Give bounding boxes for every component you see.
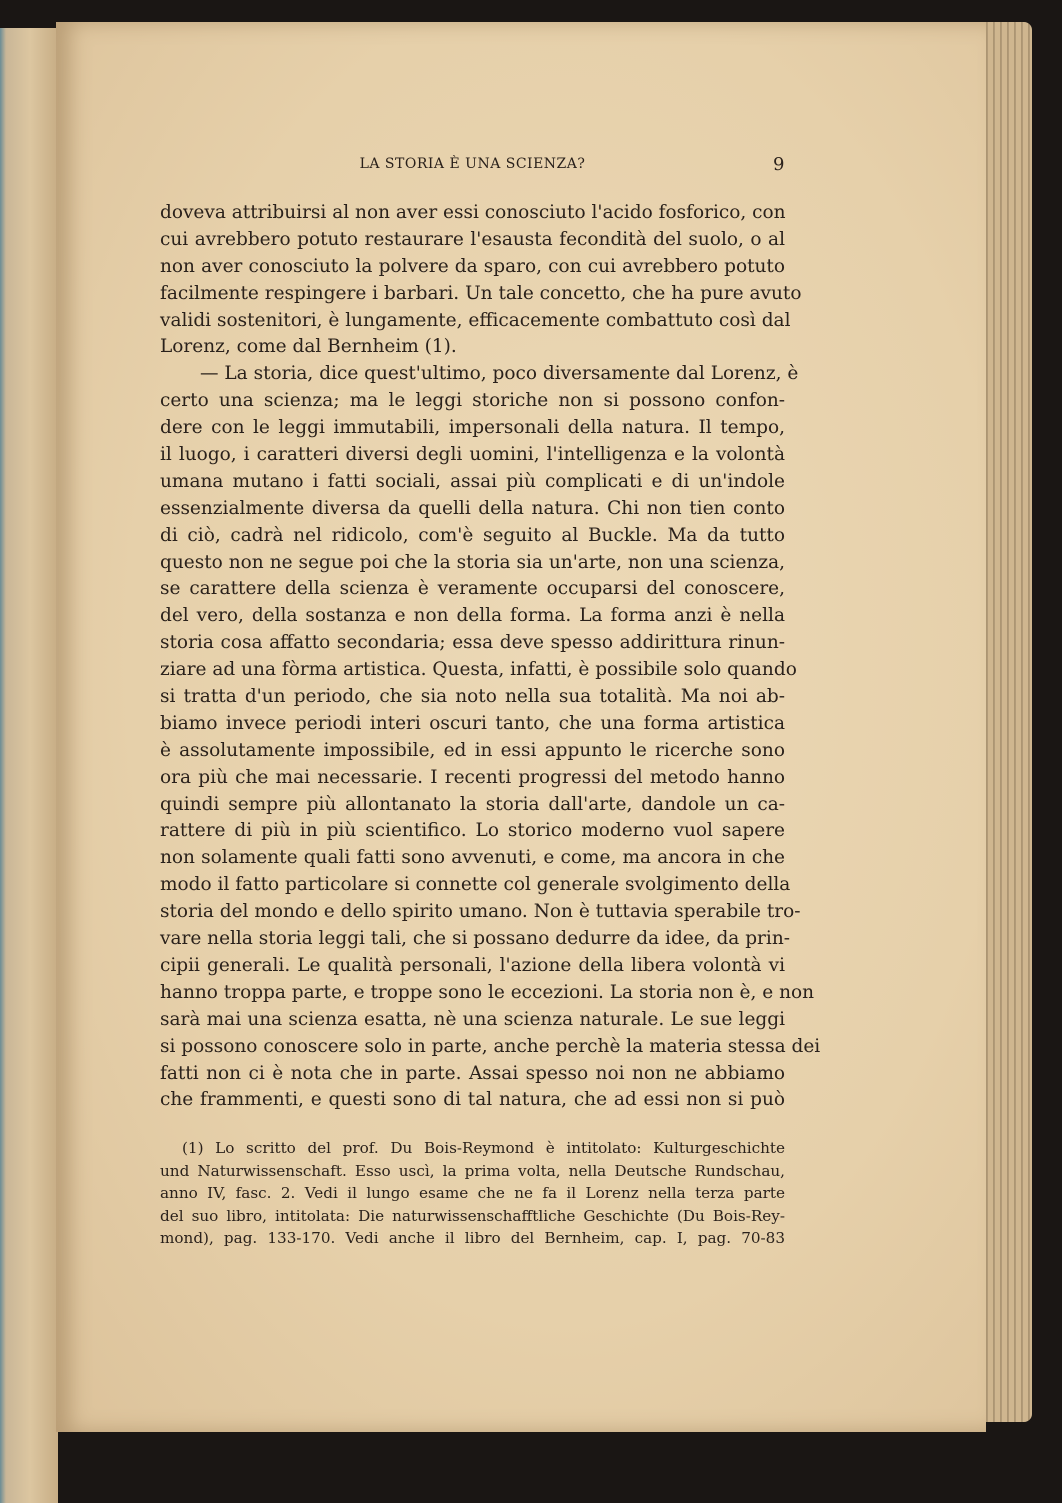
text-line: modo il fatto particolare si connette col generale svolgimento della	[160, 874, 791, 896]
text-line: ora più che mai necessarie. I recenti progressi del metodo hanno	[160, 766, 785, 788]
text-line: sarà mai una scienza esatta, nè una scienza naturale. Le sue leggi	[160, 1008, 785, 1030]
text-line: non aver conosciuto la polvere da sparo, con cui avrebbero potuto	[160, 255, 785, 277]
text-line: di ciò, cadrà nel ridicolo, com'è seguito al Buckle. Ma da tutto	[160, 524, 785, 546]
text-line: cipii generali. Le qualità personali, l'azione della libera volontà vi	[160, 954, 785, 976]
text-line: storia del mondo e dello spirito umano. Non è tuttavia sperabile tro-	[160, 901, 801, 923]
footnote-line: mond), pag. 133-170. Vedi anche il libro del Bernheim, cap. I, pag. 70-83	[160, 1229, 785, 1248]
text-line: Lorenz, come dal Bernheim (1).	[160, 336, 457, 358]
text-line: che frammenti, e questi sono di tal natura, che ad essi non si può	[160, 1089, 785, 1111]
text-line: ziare ad una fòrma artistica. Questa, infatti, è possibile solo quando	[160, 659, 797, 681]
text-line: quindi sempre più allontanato la storia dall'arte, dandole un ca-	[160, 793, 785, 815]
text-line: facilmente respingere i barbari. Un tale concetto, che ha pure avuto	[160, 282, 802, 304]
text-line: doveva attribuirsi al non aver essi conosciuto l'acido fosforico, con	[160, 202, 786, 223]
text-line: umana mutano i fatti sociali, assai più complicati e di un'indole	[160, 470, 785, 492]
text-line: del vero, della sostanza e non della forma. La forma anzi è nella	[160, 605, 785, 627]
text-line: biamo invece periodi interi oscuri tanto, che una forma artistica	[160, 712, 785, 734]
running-header	[160, 156, 785, 178]
footnote-line: und Naturwissenschaft. Esso uscì, la prima volta, nella Deutsche Rundschau,	[160, 1161, 785, 1180]
text-line: non solamente quali fatti sono avvenuti, e come, ma ancora in che	[160, 847, 785, 869]
text-line: validi sostenitori, è lungamente, efficacemente combattuto così dal	[160, 309, 791, 331]
text-line: il luogo, i caratteri diversi degli uomini, l'intelligenza e la volontà	[160, 444, 785, 466]
running-title: LA STORIA È UNA SCIENZA?	[359, 156, 586, 172]
text-line: si tratta d'un periodo, che sia noto nella sua totalità. Ma noi ab-	[160, 686, 785, 708]
text-line: questo non ne segue poi che la storia sia un'arte, non una scienza,	[160, 551, 785, 573]
text-line: si possono conoscere solo in parte, anche perchè la materia stessa dei	[160, 1035, 821, 1057]
body-text	[160, 200, 821, 1114]
text-line: se carattere della scienza è veramente occuparsi del conoscere,	[160, 578, 785, 600]
text-line: dere con le leggi immutabili, impersonali della natura. Il tempo,	[160, 417, 785, 439]
footnote-line: del suo libro, intitolata: Die naturwissenschafftliche Geschichte (Du Bois-Rey-	[160, 1206, 785, 1225]
text-line: essenzialmente diversa da quelli della natura. Chi non tien conto	[160, 497, 785, 519]
footnote-line: anno IV, fasc. 2. Vedi il lungo esame che ne fa il Lorenz nella terza parte	[160, 1184, 785, 1203]
footnote	[160, 1137, 785, 1250]
text-line: — La storia, dice quest'ultimo, poco diversamente dal Lorenz, è	[200, 363, 799, 385]
footnote-line: (1) Lo scritto del prof. Du Bois-Reymond è intitolato: Kulturgeschichte	[182, 1139, 785, 1157]
text-line: cui avrebbero potuto restaurare l'esausta fecondità del suolo, o al	[160, 228, 785, 250]
text-line: fatti non ci è nota che in parte. Assai spesso noi non ne abbiamo	[160, 1062, 785, 1084]
text-line: storia cosa affatto secondaria; essa deve spesso addirittura rinun-	[160, 632, 785, 654]
text-line: rattere di più in più scientifico. Lo storico moderno vuol sapere	[160, 820, 785, 842]
text-line: hanno troppa parte, e troppe sono le eccezioni. La storia non è, e non	[160, 981, 815, 1003]
text-line: è assolutamente impossibile, ed in essi appunto le ricerche sono	[160, 739, 785, 761]
page-number: 9	[773, 154, 785, 175]
left-page-edge	[0, 28, 58, 1503]
text-line: certo una scienza; ma le leggi storiche non si possono confon-	[160, 390, 785, 412]
text-line: vare nella storia leggi tali, che si possano dedurre da idee, da prin-	[160, 928, 790, 950]
